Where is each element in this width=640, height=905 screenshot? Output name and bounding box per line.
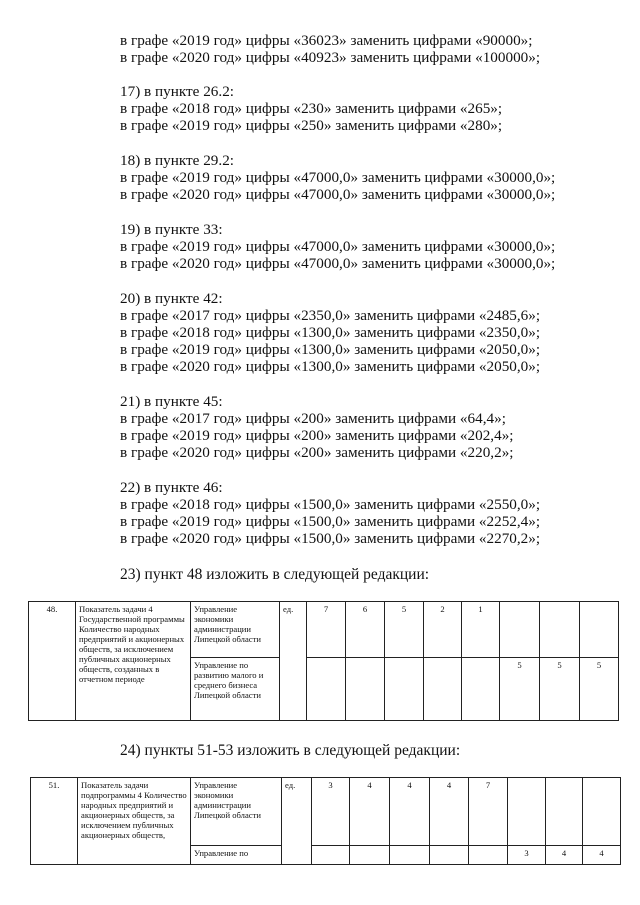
responsible-cell: Управление экономики администрации Липецкой области — [191, 778, 282, 846]
value-cell: 4 — [390, 778, 430, 846]
text-line: в графе «2020 год» цифры «1500,0» заменить цифрами «2270,2»; — [120, 530, 541, 547]
indicator-cell: Показатель задачи 4 Государственной программы Количество народных предприятий и акционерных обществ, за исключением публичных акционерных обществ, созданных в отчетном периоде — [76, 602, 191, 721]
value-cell: 7 — [307, 602, 346, 658]
empty-cell — [312, 846, 350, 865]
text-line: в графе «2018 год» цифры «230» заменить цифрами «265»; — [120, 100, 503, 117]
row-number: 51. — [31, 778, 78, 865]
section-17-title: 17) в пункте 26.2: — [120, 83, 235, 100]
table-row — [29, 602, 619, 658]
section-19-title: 19) в пункте 33: — [120, 221, 223, 238]
empty-cell — [580, 602, 619, 658]
empty-cell — [346, 658, 385, 721]
value-cell: 4 — [350, 778, 390, 846]
empty-cell — [500, 602, 540, 658]
empty-cell — [430, 846, 469, 865]
text-line: в графе «2020 год» цифры «47000,0» заменить цифрами «30000,0»; — [120, 255, 556, 272]
empty-cell — [350, 846, 390, 865]
table-row — [31, 778, 621, 846]
section-18-title: 18) в пункте 29.2: — [120, 152, 235, 169]
text-line: в графе «2019 год» цифры «47000,0» заменить цифрами «30000,0»; — [120, 169, 556, 186]
value-cell: 7 — [469, 778, 508, 846]
empty-cell — [462, 658, 500, 721]
text-line: в графе «2020 год» цифры «40923» заменить цифрами «100000»; — [120, 49, 541, 66]
section-24-heading: 24) пункты 51-53 изложить в следующей редакции: — [120, 742, 461, 759]
empty-cell — [390, 846, 430, 865]
value-cell: 3 — [508, 846, 546, 865]
responsible-cell: Управление экономики администрации Липецкой области — [191, 602, 280, 658]
responsible-cell: Управление по развитию малого и среднего бизнеса Липецкой области — [191, 658, 280, 721]
text-line: в графе «2019 год» цифры «36023» заменить цифрами «90000»; — [120, 32, 533, 49]
text-line: в графе «2020 год» цифры «1300,0» заменить цифрами «2050,0»; — [120, 358, 541, 375]
section-22-title: 22) в пункте 46: — [120, 479, 223, 496]
text-line: в графе «2019 год» цифры «1500,0» заменить цифрами «2252,4»; — [120, 513, 541, 530]
text-line: в графе «2019 год» цифры «250» заменить цифрами «280»; — [120, 117, 503, 134]
value-cell: 2 — [424, 602, 462, 658]
empty-cell — [307, 658, 346, 721]
empty-cell — [385, 658, 424, 721]
text-line: в графе «2020 год» цифры «200» заменить цифрами «220,2»; — [120, 444, 514, 461]
row-number: 48. — [29, 602, 76, 721]
empty-cell — [469, 846, 508, 865]
value-cell: 1 — [462, 602, 500, 658]
text-line: в графе «2017 год» цифры «200» заменить цифрами «64,4»; — [120, 410, 506, 427]
section-20-title: 20) в пункте 42: — [120, 290, 223, 307]
responsible-cell: Управление по — [191, 846, 282, 865]
value-cell: 5 — [580, 658, 619, 721]
value-cell: 5 — [385, 602, 424, 658]
table-item-51 — [30, 777, 621, 865]
text-line: в графе «2019 год» цифры «1300,0» заменить цифрами «2050,0»; — [120, 341, 541, 358]
value-cell: 5 — [500, 658, 540, 721]
text-line: в графе «2018 год» цифры «1300,0» заменить цифрами «2350,0»; — [120, 324, 541, 341]
unit-cell: ед. — [282, 778, 312, 865]
text-line: в графе «2019 год» цифры «47000,0» заменить цифрами «30000,0»; — [120, 238, 556, 255]
text-line: в графе «2018 год» цифры «1500,0» заменить цифрами «2550,0»; — [120, 496, 541, 513]
value-cell: 4 — [546, 846, 583, 865]
indicator-cell: Показатель задачи подпрограммы 4 Количество народных предприятий и акционерных обществ, за исключением публичных акционерных обществ, — [78, 778, 191, 865]
text-line: в графе «2017 год» цифры «2350,0» заменить цифрами «2485,6»; — [120, 307, 541, 324]
empty-cell — [546, 778, 583, 846]
empty-cell — [508, 778, 546, 846]
value-cell: 5 — [540, 658, 580, 721]
value-cell: 3 — [312, 778, 350, 846]
unit-cell: ед. — [280, 602, 307, 721]
text-line: в графе «2019 год» цифры «200» заменить цифрами «202,4»; — [120, 427, 514, 444]
text-line: в графе «2020 год» цифры «47000,0» заменить цифрами «30000,0»; — [120, 186, 556, 203]
section-21-title: 21) в пункте 45: — [120, 393, 223, 410]
empty-cell — [583, 778, 621, 846]
empty-cell — [540, 602, 580, 658]
section-23-heading: 23) пункт 48 изложить в следующей редакции: — [120, 566, 430, 583]
value-cell: 4 — [583, 846, 621, 865]
empty-cell — [424, 658, 462, 721]
value-cell: 4 — [430, 778, 469, 846]
table-item-48 — [28, 601, 619, 721]
value-cell: 6 — [346, 602, 385, 658]
